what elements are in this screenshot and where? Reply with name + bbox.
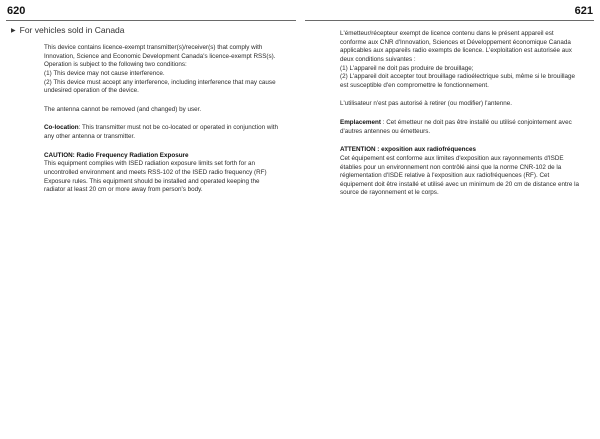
antenna-paragraph-fr: L'utilisateur n'est pas autorisé à retirer (ou modifier) l'antenne. — [340, 100, 512, 108]
attention-heading: ATTENTION : exposition aux radiofréquences — [340, 146, 476, 154]
french-column — [340, 30, 580, 208]
caution-text: This equipment complies with ISED radiation exposure limits set forth for an uncontrolled environment and meets RSS-102 of the ISED radio frequency (RF) Exposure rules. This equipment should be installed and operated keeping the radiator at least 20 cm or more away from person's body. — [44, 160, 267, 194]
placement-label: Emplacement — [340, 119, 381, 126]
attention-text: Cet équipement est conforme aux limites d'exposition aux rayonnements d'ISDE établies pour un environnement non contrôlé ainsi que la norme CNR-102 de la réglementation d'ISDE relative à l'exposition aux radiofréquences (RF). Cet équipement doit être installé et utilisé avec un minimum de 20 cm de distance entre la source de rayonnement et le corps. — [340, 154, 580, 197]
intro-paragraph — [44, 44, 282, 96]
placement-text: : Cet émetteur ne doit pas être installé ou utilisé conjointement avec d'autres antennes ou émetteurs. — [340, 119, 572, 135]
colocation-text: : This transmitter must not be co-located or operated in conjunction with any other antenna or transmitter. — [44, 124, 279, 140]
triangle-bullet-icon: ▶ — [11, 28, 16, 34]
section-title — [11, 25, 125, 35]
condition-1-text: (1) This device may not cause interference. — [44, 69, 165, 77]
condition-1-text-fr: (1) L'appareil ne doit pas produire de brouillage; — [340, 64, 474, 72]
header-rule-right — [305, 20, 594, 21]
caution-paragraph — [44, 152, 282, 195]
colocation-paragraph — [44, 124, 282, 141]
caution-heading: CAUTION: Radio Frequency Radiation Exposure — [44, 151, 189, 159]
intro-text: This device contains licence-exempt transmitter(s)/receiver(s) that comply with Innovation, Science and Economic Development Canada's licence-exempt RSS(s). Operation is subject to the following two conditions: — [44, 44, 276, 69]
page-number-left: 620 — [7, 5, 26, 17]
antenna-paragraph: The antenna cannot be removed (and changed) by user. — [44, 105, 202, 113]
attention-paragraph-fr — [340, 146, 580, 198]
section-title-text: For vehicles sold in Canada — [19, 25, 125, 35]
page-number-right: 621 — [574, 5, 593, 17]
placement-paragraph-fr — [340, 119, 580, 136]
condition-2-text: (2) This device must accept any interference, including interference that may cause undesired operation of the device. — [44, 78, 276, 95]
condition-2-text-fr: (2) L'appareil doit accepter tout brouillage radioélectrique subi, même si le brouillage est susceptible d'en compromettre le fonctionnement. — [340, 73, 576, 89]
intro-paragraph-fr — [340, 30, 580, 90]
intro-text-fr: L'émetteur/récepteur exempt de licence contenu dans le présent appareil est conforme aux CNR d'Innovation, Sciences et Développement économique Canada applicables aux appareils radio exempts de licence. L'exploitation est autorisée aux deux conditions suivantes : — [340, 30, 572, 63]
colocation-label: Co-location — [44, 124, 79, 132]
header-rule-left — [6, 20, 296, 21]
english-column — [44, 44, 282, 205]
